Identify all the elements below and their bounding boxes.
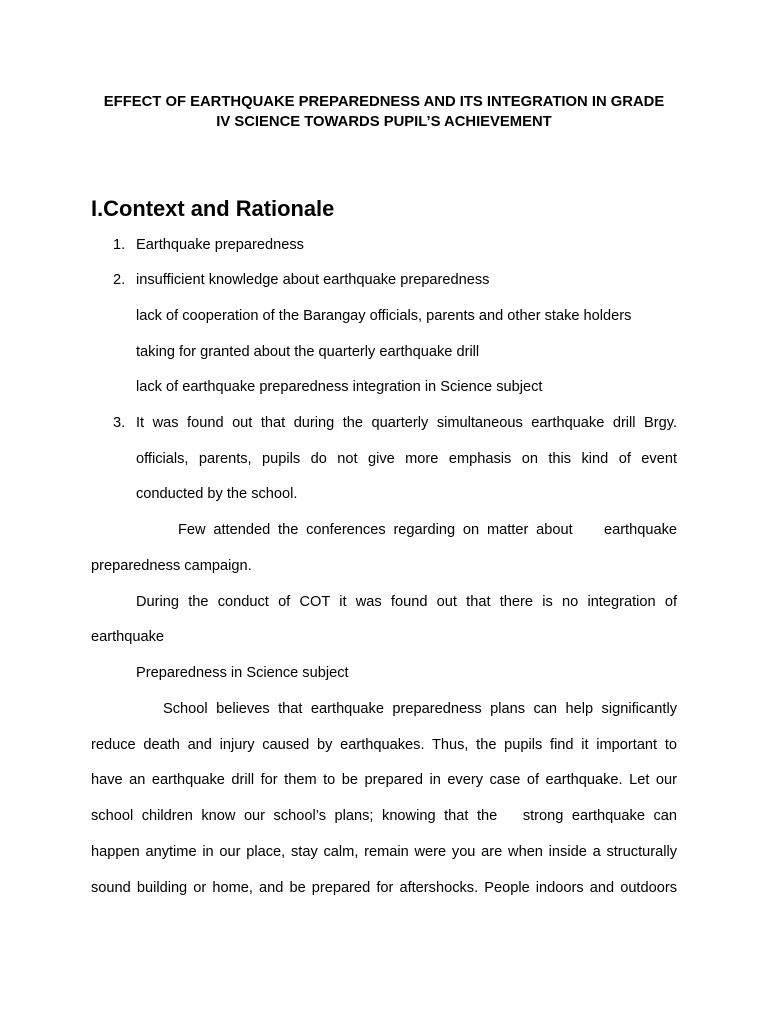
sub-item: lack of cooperation of the Barangay officials, parents and other stake holders: [136, 308, 632, 324]
paragraph-line: school children know our school’s plans; knowing that the strong earthquake can: [91, 808, 677, 824]
paragraph-line: happen anytime in our place, stay calm, remain were you are when inside a structurally: [91, 844, 677, 860]
list-item-text: It was found out that during the quarterly simultaneous earthquake drill Brgy.: [136, 415, 677, 431]
sub-item: lack of earthquake preparedness integration in Science subject: [136, 379, 543, 395]
paragraph-line: earthquake: [91, 629, 165, 645]
title-line-1: EFFECT OF EARTHQUAKE PREPAREDNESS AND ITS INTEGRATION IN GRADE: [103, 94, 665, 110]
list-item-text: Earthquake preparedness: [136, 237, 304, 253]
document-title: [90, 92, 678, 132]
list-item-continuation: conducted by the school.: [136, 486, 298, 502]
list-item-text: insufficient knowledge about earthquake preparedness: [136, 272, 490, 288]
list-item-continuation: officials, parents, pupils do not give more emphasis on this kind of event: [136, 451, 677, 467]
section-heading: I.Context and Rationale: [91, 196, 335, 221]
paragraph-line: During the conduct of COT it was found out that there is no integration of: [136, 594, 677, 610]
paragraph-line: sound building or home, and be prepared for aftershocks. People indoors and outdoors: [91, 880, 677, 896]
paragraph-line: Few attended the conferences regarding on matter about earthquake: [178, 522, 677, 538]
title-line-2: IV SCIENCE TOWARDS PUPIL’S ACHIEVEMENT: [216, 114, 552, 130]
paragraph-line: preparedness campaign.: [91, 558, 252, 574]
list-item-number: 2.: [113, 272, 126, 288]
paragraph-line: School believes that earthquake preparedness plans can help significantly: [163, 701, 677, 717]
list-item-number: 3.: [113, 415, 126, 431]
sub-item: taking for granted about the quarterly earthquake drill: [136, 344, 480, 360]
list-item-number: 1.: [113, 237, 126, 253]
paragraph-line: Preparedness in Science subject: [136, 665, 349, 681]
paragraph-line: have an earthquake drill for them to be prepared in every case of earthquake. Let our: [91, 772, 677, 788]
paragraph-line: reduce death and injury caused by earthquakes. Thus, the pupils find it important to: [91, 737, 677, 753]
